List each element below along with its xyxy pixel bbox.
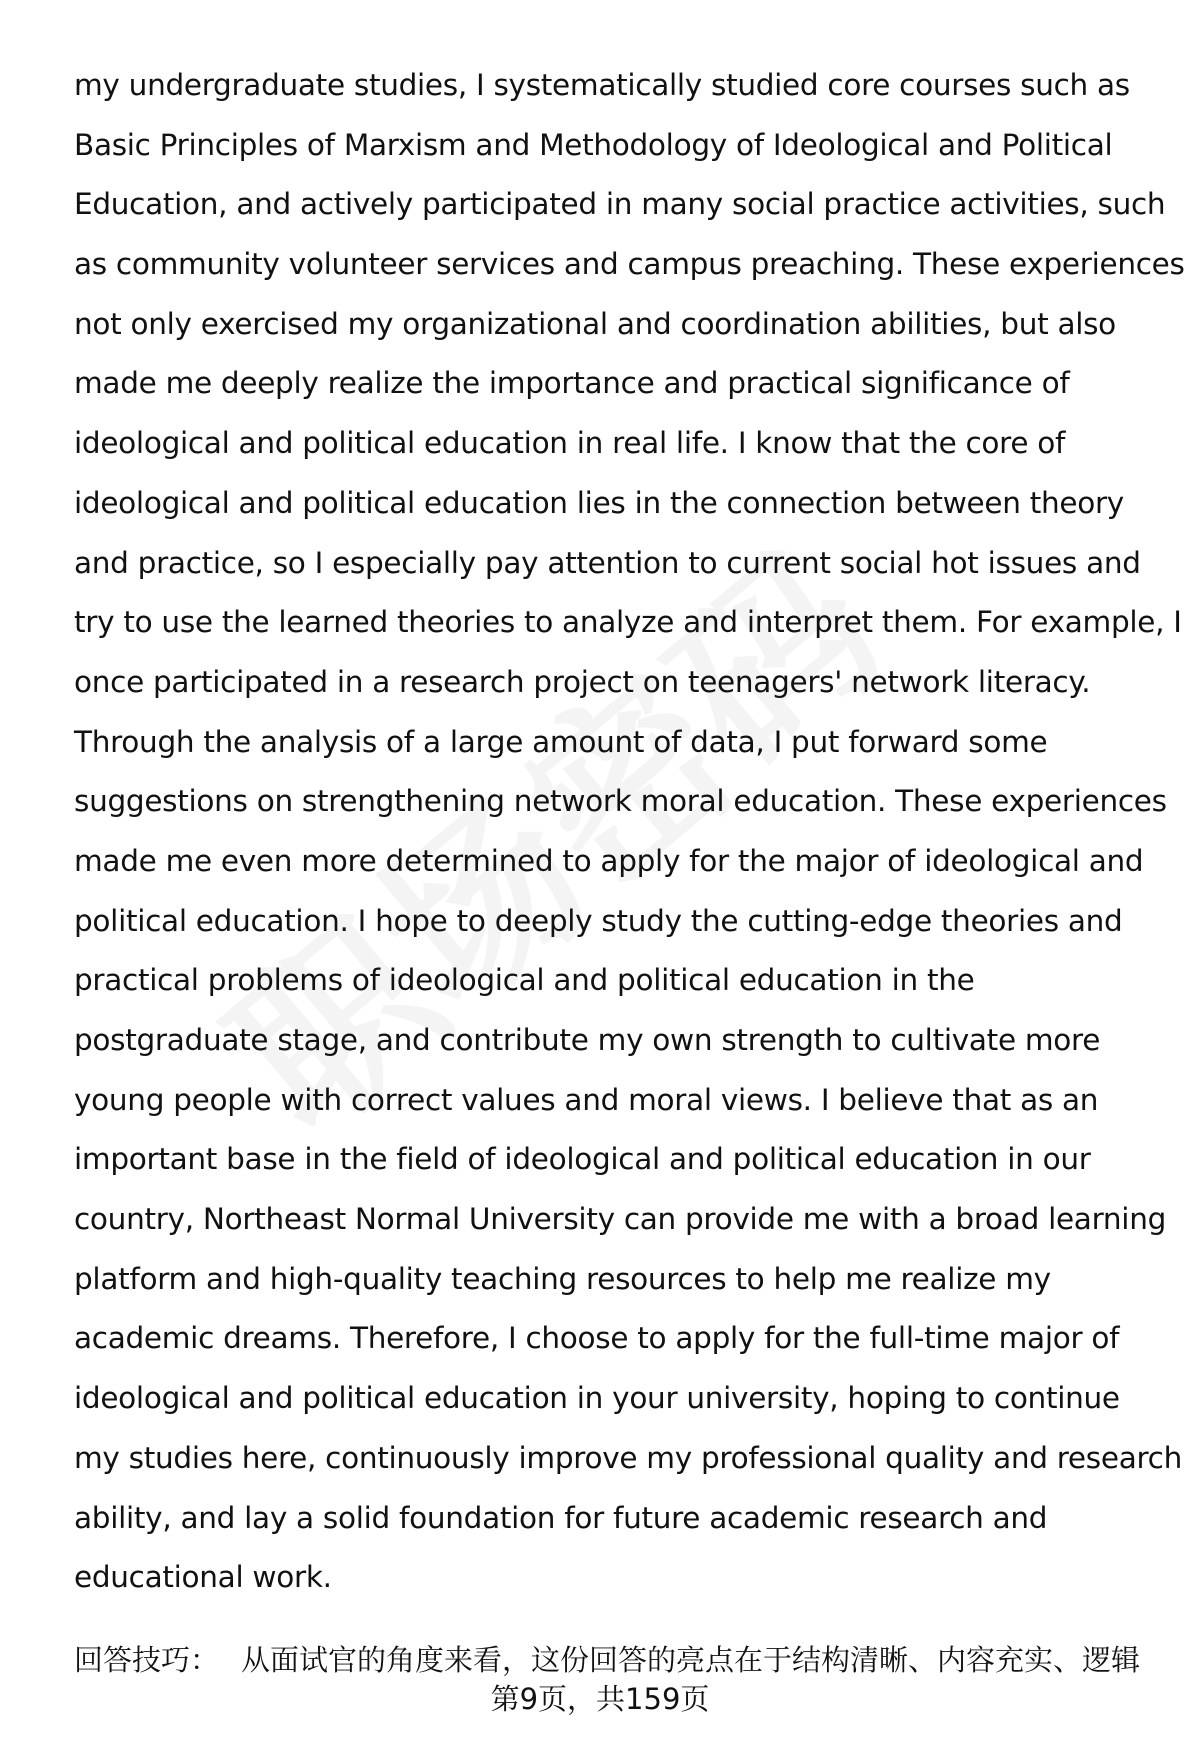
text-line: once participated in a research project on teenagers' network literacy. [74, 664, 1091, 699]
text-line: political education. I hope to deeply study the cutting-edge theories and [74, 903, 1123, 938]
text-line: ability, and lay a solid foundation for future academic research and [74, 1500, 1048, 1535]
text-line: not only exercised my organizational and coordination abilities, but also [74, 306, 1116, 341]
text-line: and practice, so I especially pay attention to current social hot issues and [74, 545, 1141, 580]
text-line: important base in the field of ideological and political education in our [74, 1142, 1091, 1177]
text-line: young people with correct values and moral views. I believe that as an [74, 1082, 1099, 1117]
text-line: ideological and political education in your university, hoping to continue [74, 1381, 1120, 1416]
text-line: postgraduate stage, and contribute my own strength to cultivate more [74, 1023, 1101, 1057]
text-line: try to use the learned theories to analyze and interpret them. For example, I [74, 605, 1182, 640]
text-line: Education, and actively participated in many social practice activities, such [74, 187, 1166, 222]
text-line: country, Northeast Normal University can provide me with a broad learning [74, 1202, 1167, 1237]
page-number: 第9页，共159页 [490, 1682, 710, 1716]
body-paragraph [74, 56, 1185, 1608]
text-line: practical problems of ideological and political education in the [74, 963, 975, 998]
text-line: my studies here, continuously improve my professional quality and research [74, 1440, 1182, 1475]
text-line: academic dreams. Therefore, I choose to apply for the full-time major of [74, 1321, 1120, 1356]
text-line: made me deeply realize the importance and practical significance of [74, 366, 1070, 401]
text-line: my undergraduate studies, I systematically studied core courses such as [74, 68, 1130, 102]
text-line: Through the analysis of a large amount of data, I put forward some [74, 724, 1048, 759]
text-line: ideological and political education lies in the connection between theory [74, 485, 1124, 520]
text-line: suggestions on strengthening network moral education. These experiences [74, 784, 1167, 819]
tip-text: 从面试官的角度来看，这份回答的亮点在于结构清晰、内容充实、逻辑 [241, 1643, 1141, 1677]
text-line: as community volunteer services and campus preaching. These experiences [74, 247, 1185, 282]
text-line: platform and high-quality teaching resources to help me realize my [74, 1261, 1051, 1296]
text-line: educational work. [74, 1560, 332, 1595]
text-line: made me even more determined to apply for the major of ideological and [74, 843, 1144, 878]
text-line: Basic Principles of Marxism and Methodology of Ideological and Political [74, 127, 1113, 162]
tip-label: 回答技巧： [74, 1643, 220, 1677]
text-line: ideological and political education in real life. I know that the core of [74, 426, 1066, 461]
answer-tip [74, 1642, 1164, 1678]
